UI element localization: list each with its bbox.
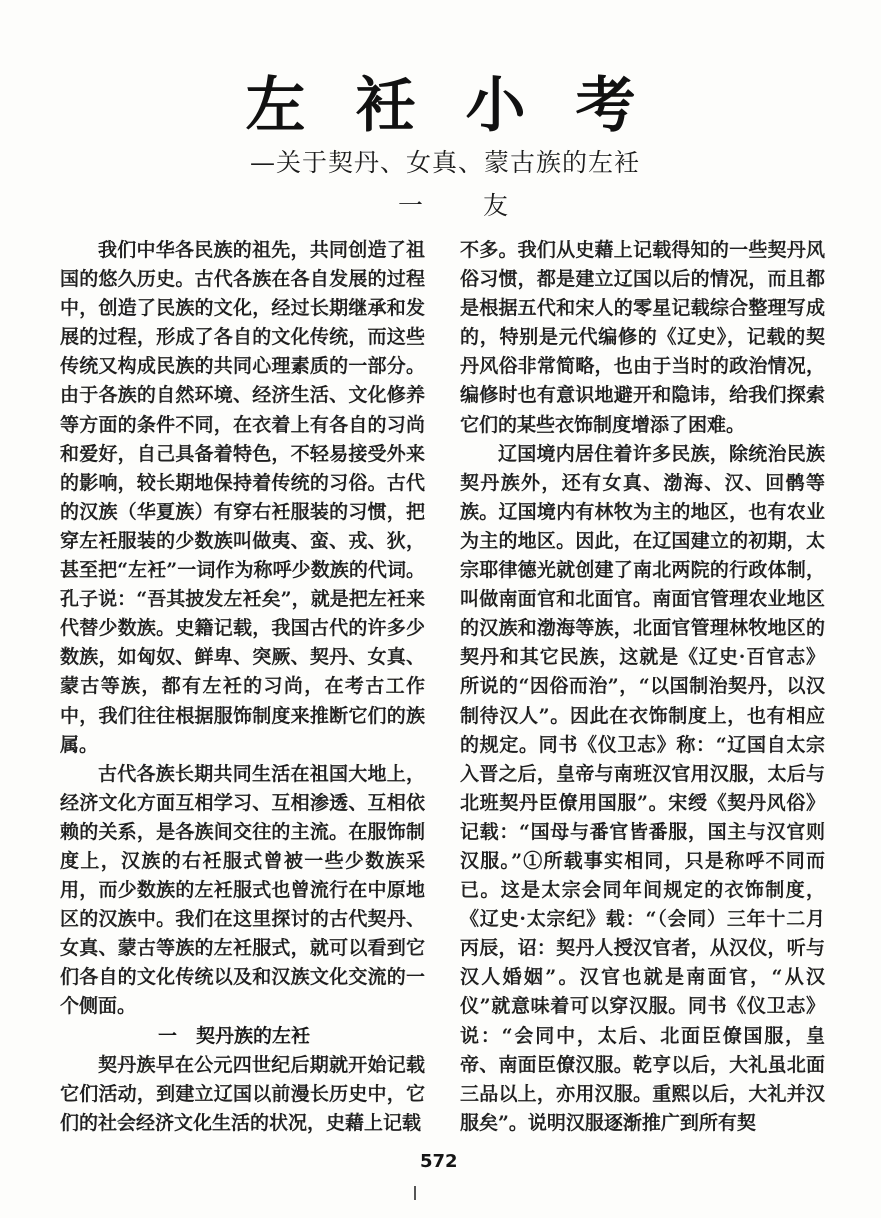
article-title: 左衽小考	[245, 71, 686, 141]
page-number: 572	[420, 1151, 458, 1172]
paragraph-khitan-continued: 不多。我们从史藉上记载得知的一些契丹风俗习惯，都是建立辽国以后的情况，而且都是根据五代和宋人的零星记载综合整理写成的，特别是元代编修的《辽史》，记载的契丹风俗非常简略，也由于当时的政治情况，编修时也有意识地避开和隐讳，给我们探索它们的某些衣饰制度增添了困难。	[460, 239, 825, 436]
scan-mark	[414, 1186, 416, 1200]
section-heading-khitan: 一 契丹族的左衽	[158, 1024, 311, 1047]
paragraph-liao-system: 辽国境内居住着许多民族，除统治民族契丹族外，还有女真、渤海、汉、回鹘等族。辽国境内有林牧为主的地区，也有农业为主的地区。因此，在辽国建立的初期，太宗耶律德光就创建了南北两院的行政体制，叫做南面官和北面官。南面官管理农业地区的汉族和渤海等族，北面官管理林牧地区的契丹和其它民族，这就是《辽史·百官志》所说的“因俗而治”，“以国制治契丹，以汉制待汉人”。因此在衣饰制度上，也有相应的规定。同书《仪卫志》称：“辽国自太宗入晋之后，皇帝与南班汉官用汉服，太后与北班契丹臣僚用国服”。宋绶《契丹风俗》记载：“国母与番官皆番服，国主与汉官则汉服。”①所载事实相同，只是称呼不同而已。这是太宗会同年间规定的衣饰制度，《辽史·太宗纪》载：“（会同）三年十二月丙辰，诏：契丹人授汉官者，从汉仪，听与汉人婚姻”。汉官也就是南面官，“从汉仪”就意味着可以穿汉服。同书《仪卫志》说：“会同中，太后、北面臣僚国服，皇帝、南面臣僚汉服。乾亨以后，大礼虽北面三品以上，亦用汉服。重熙以后，大礼并汉服矣”。说明汉服逐渐推广到所有契	[460, 442, 825, 1134]
paragraph-intro: 我们中华各民族的祖先，共同创造了祖国的悠久历史。古代各族在各自发展的过程中，创造了民族的文化，经过长期继承和发展的过程，形成了各自的文化传统，而这些传统又构成民族的共同心理素质的一部分。由于各族的自然环境、经济生活、文化修养等方面的条件不同，在衣着上有各自的习尚和爱好，自己具备着特色，不轻易接受外来的影响，较长期地保持着传统的习俗。古代的汉族（华夏族）有穿右衽服装的习惯，把穿左衽服装的少数族叫做夷、蛮、戎、狄，甚至把“左衽”一词作为称呼少数族的代词。孔子说：“吾其披发左衽矣”，就是把左衽来代替少数族。史籍记载，我国古代的许多少数族，如匈奴、鲜卑、突厥、契丹、女真、蒙古等族，都有左衽的习尚，在考古工作中，我们往往根据服饰制度来推断它们的族属。	[60, 239, 425, 756]
paragraph-khitan-start: 契丹族早在公元四世纪后期就开始记载它们活动，到建立辽国以前漫长历史中，它们的社会经济文化生活的状况，史藉上记载	[60, 1053, 425, 1134]
article-author: 一友	[398, 191, 569, 220]
left-column	[60, 236, 425, 1138]
paragraph-exchange: 古代各族长期共同生活在祖国大地上，经济文化方面互相学习、互相渗透、互相依赖的关系，是各族间交往的主流。在服饰制度上，汉族的右衽服式曾被一些少数族采用，而少数族的左衽服式也曾流行在中原地区的汉族中。我们在这里探讨的古代契丹、女真、蒙古等族的左衽服式，就可以看到它们各自的文化传统以及和汉族文化交流的一个侧面。	[60, 762, 425, 1018]
right-column	[460, 236, 825, 1138]
article-subtitle: —关于契丹、女真、蒙古族的左衽	[250, 148, 641, 177]
